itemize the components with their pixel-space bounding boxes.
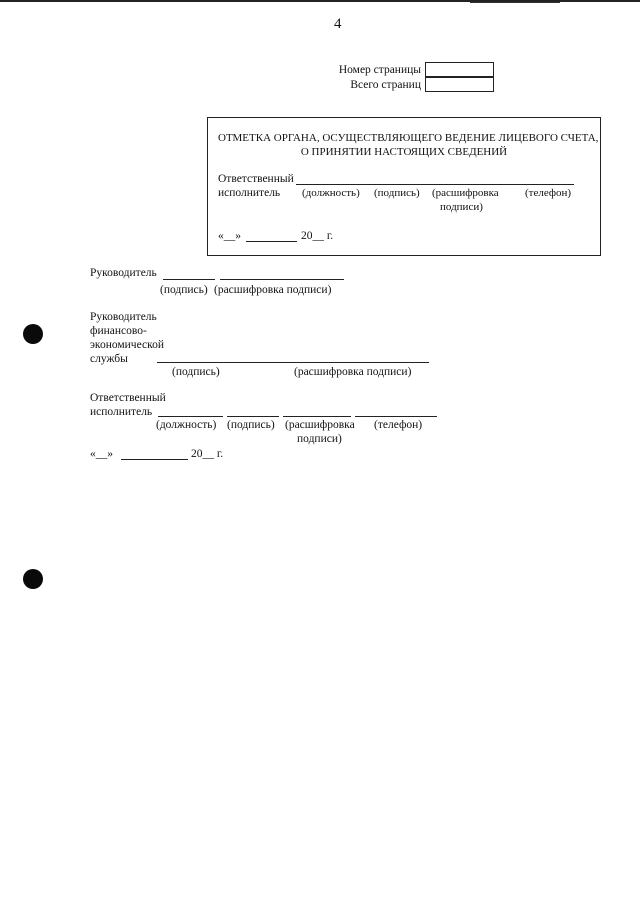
head-hint-signature: (подпись) bbox=[160, 284, 208, 296]
stamp-title-line1: ОТМЕТКА ОРГАНА, ОСУЩЕСТВЛЯЮЩЕГО ВЕДЕНИЕ ЛИЦЕВОГО СЧЕТА, bbox=[218, 132, 599, 144]
hole-punch-bottom bbox=[23, 569, 43, 589]
acceptance-stamp-block bbox=[207, 117, 601, 256]
head-label: Руководитель bbox=[90, 267, 157, 279]
stamp-hint-transcript: (расшифровка bbox=[432, 187, 499, 199]
page-number: 4 bbox=[334, 16, 342, 32]
head-hint-transcript: (расшифровка подписи) bbox=[214, 284, 332, 296]
executor-phone-line[interactable] bbox=[355, 416, 437, 417]
head-transcript-line[interactable] bbox=[220, 279, 344, 280]
executor-position-line[interactable] bbox=[158, 416, 223, 417]
stamp-date-day: «__» bbox=[218, 230, 241, 242]
stamp-hint-phone: (телефон) bbox=[525, 187, 572, 199]
executor-signature-line[interactable] bbox=[227, 416, 279, 417]
executor-transcript-line[interactable] bbox=[283, 416, 351, 417]
executor-hint-phone: (телефон) bbox=[374, 419, 423, 431]
executor-hint-transcript-2: подписи) bbox=[297, 433, 342, 445]
finance-hint-signature: (подпись) bbox=[172, 366, 220, 378]
page-number-field[interactable] bbox=[425, 62, 494, 77]
stamp-hint-transcript-2: подписи) bbox=[440, 201, 483, 213]
executor-date-year: 20__ г. bbox=[191, 448, 224, 460]
executor-label-line1: Ответственный bbox=[90, 392, 166, 404]
hole-punch-top bbox=[23, 324, 43, 344]
total-pages-field[interactable] bbox=[425, 77, 494, 92]
head-signature-line[interactable] bbox=[163, 279, 215, 280]
stamp-executor-label: исполнитель bbox=[218, 187, 281, 199]
total-pages-label: Всего страниц bbox=[350, 79, 421, 91]
stamp-hint-signature: (подпись) bbox=[374, 187, 420, 199]
executor-hint-signature: (подпись) bbox=[227, 419, 275, 431]
stamp-hint-position: (должность) bbox=[302, 187, 360, 199]
finance-label-line3: экономической bbox=[90, 339, 164, 351]
stamp-title-line2: О ПРИНЯТИИ НАСТОЯЩИХ СВЕДЕНИЙ bbox=[300, 146, 508, 158]
page-number-label: Номер страницы bbox=[338, 64, 421, 76]
executor-hint-transcript: (расшифровка bbox=[285, 419, 355, 431]
stamp-responsible-label: Ответственный bbox=[218, 173, 294, 185]
finance-hint-transcript: (расшифровка подписи) bbox=[294, 366, 412, 378]
finance-label-line4: службы bbox=[90, 353, 128, 365]
scan-top-edge-mark bbox=[470, 2, 560, 3]
finance-label-line1: Руководитель bbox=[90, 311, 157, 323]
executor-date-day: «__» bbox=[90, 448, 113, 460]
executor-hint-position: (должность) bbox=[156, 419, 217, 431]
finance-signature-line[interactable] bbox=[157, 362, 429, 363]
finance-label-line2: финансово- bbox=[90, 325, 147, 337]
stamp-responsible-line[interactable] bbox=[296, 184, 574, 185]
executor-label-line2: исполнитель bbox=[90, 406, 153, 418]
stamp-date-year: 20__ г. bbox=[301, 230, 334, 242]
executor-date-month-line[interactable] bbox=[121, 459, 188, 460]
stamp-date-month-line[interactable] bbox=[246, 241, 297, 242]
